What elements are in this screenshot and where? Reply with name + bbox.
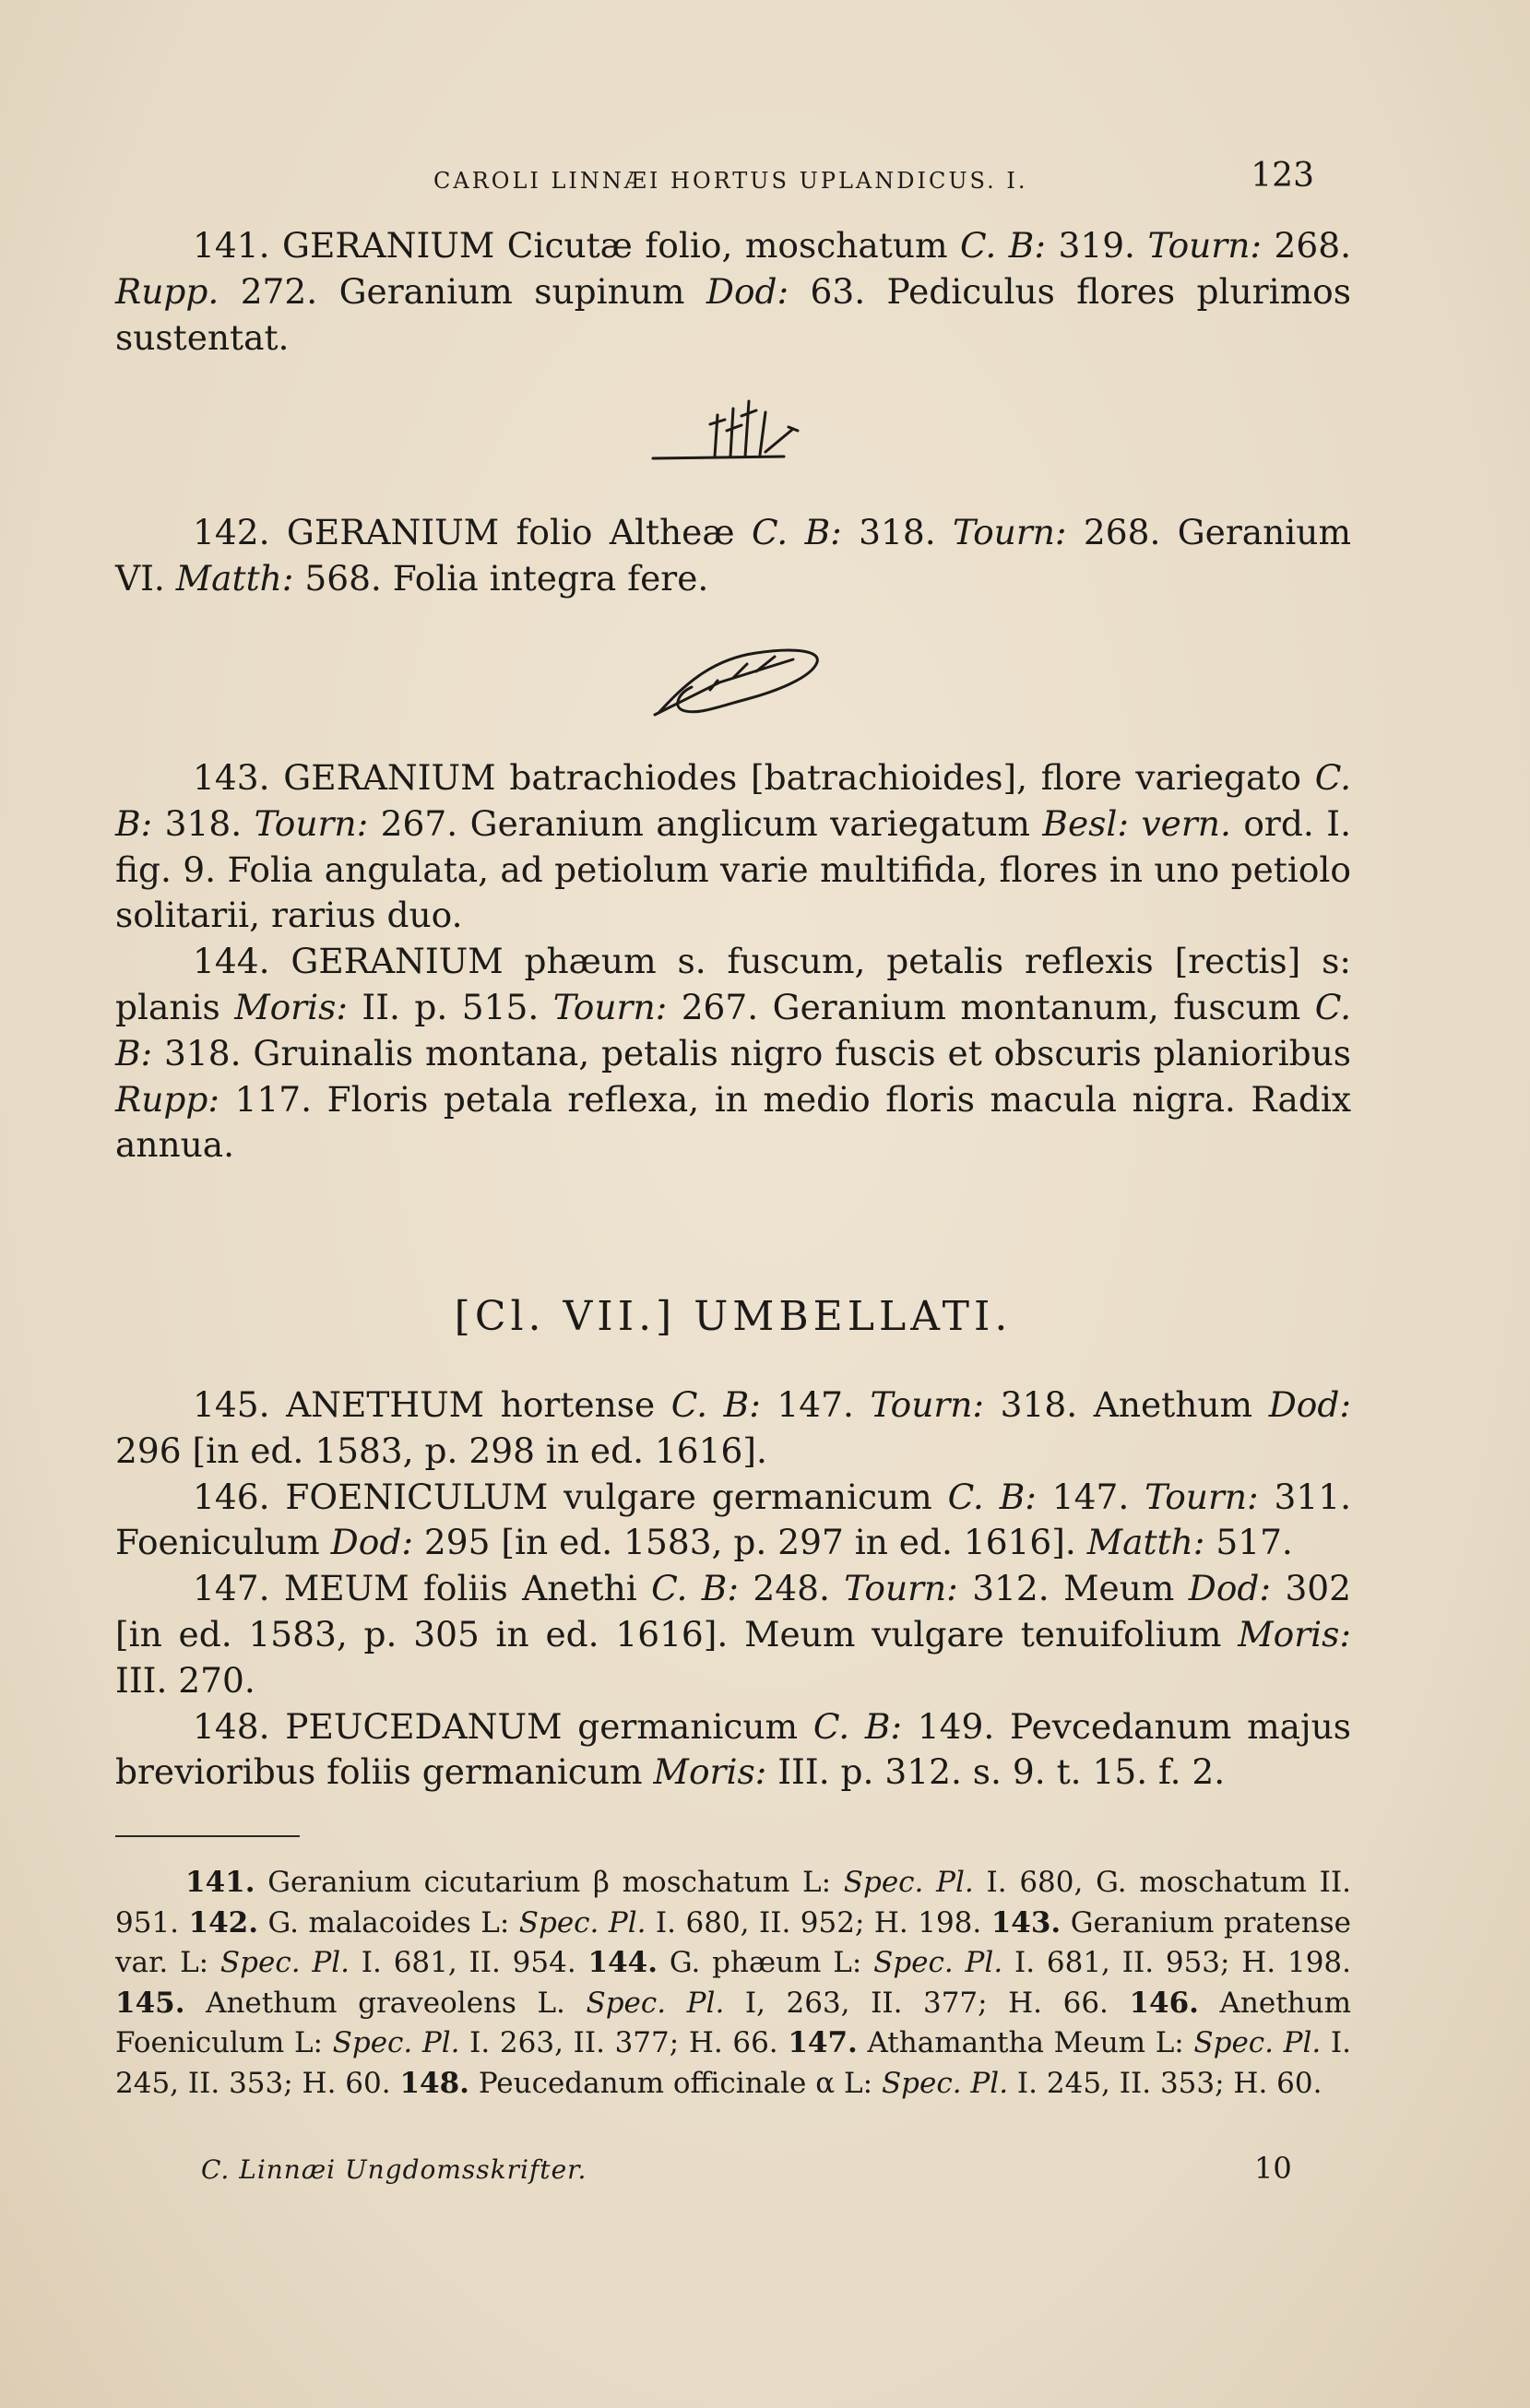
entry-141: 141. GERANIUM Cicutæ folio, moschatum C. B: 319. Tourn: 268. Rupp. 272. Geranium supinum Dod: 63. Pediculus flores plurimos sustentat. — [115, 225, 1352, 358]
section-title: [Cl. VII.] UMBELLATI. — [454, 1293, 1013, 1340]
entry-143: 143. GERANIUM batrachiodes [batrachioides], flore variegato C. B: 318. Tourn: 267. Geranium anglicum variegatum Besl: vern. ord. I. fig. 9. Folia angulata, ad petiolum varie multifida, flores in uno petiolo solitarii, rarius duo. — [115, 757, 1351, 936]
leaf-sketch — [646, 636, 830, 729]
entries-145-148 — [115, 1382, 1351, 1796]
footnotes: 141. Geranium cicutarium β moschatum L: Spec. Pl. I. 680, G. moschatum II. 951. 142. G. malacoides L: Spec. Pl. I. 680, II. 952; H. 198. 143. Geranium pratense var. L: Spec. Pl. I. 681, II. 954. 144. G. phæum L: Spec. Pl. I. 681, II. 953; H. 198. 145. Anethum graveolens L. Spec. Pl. I, 263, II. 377; H. 66. 146. Anethum Foeniculum L: Spec. Pl. I. 263, II. 377; H. 66. 147. Athamantha Meum L: Spec. Pl. I. 245, II. 353; H. 60. 148. Peucedanum officinale α L: Spec. Pl. I. 245, II. 353; H. 60. — [115, 1866, 1352, 2100]
running-head: CAROLI LINNÆI HORTUS UPLANDICUS. I. — [433, 168, 1028, 194]
signature-line: C. Linnæi Ungdomsskrifter. — [201, 2154, 587, 2185]
seed-cluster-sketch — [646, 374, 839, 470]
entry-145: 145. ANETHUM hortense C. B: 147. Tourn: 318. Anethum Dod: 296 [in ed. 1583, p. 298 in ed. 1616]. — [115, 1384, 1351, 1471]
entry-146: 146. FOENICULUM vulgare germanicum C. B: 147. Tourn: 311. Foeniculum Dod: 295 [in ed. 1583, p. 297 in ed. 1616]. Matth: 517. — [115, 1476, 1352, 1563]
entries-143-144 — [115, 755, 1351, 1168]
page-number: 123 — [1251, 157, 1314, 195]
entry-147: 147. MEUM foliis Anethi C. B: 248. Tourn: 312. Meum Dod: 302 [in ed. 1583, p. 305 in ed. 1616]. Meum vulgare tenuifolium Moris: III. 270. — [115, 1568, 1352, 1701]
page-header — [115, 157, 1314, 197]
sheet-number: 10 — [1254, 2151, 1292, 2186]
entry-148: 148. PEUCEDANUM germanicum C. B: 149. Pevcedanum majus brevioribus foliis germanicum Moris: III. p. 312. s. 9. t. 15. f. 2. — [115, 1705, 1352, 1793]
entry-144: 144. GERANIUM phæum s. fuscum, petalis reflexis [rectis] s: planis Moris: II. p. 515. Tourn: 267. Geranium montanum, fuscum C. B: 318. Gruinalis montana, petalis nigro fuscis et obscuris planioribus Rupp: 117. Floris petala reflexa, in medio floris macula nigra. Radix annua. — [115, 941, 1352, 1166]
entry-142: 142. GERANIUM folio Altheæ C. B: 318. Tourn: 268. Geranium VI. Matth: 568. Folia integra fere. — [115, 512, 1352, 599]
footnote-rule — [115, 1835, 300, 1837]
